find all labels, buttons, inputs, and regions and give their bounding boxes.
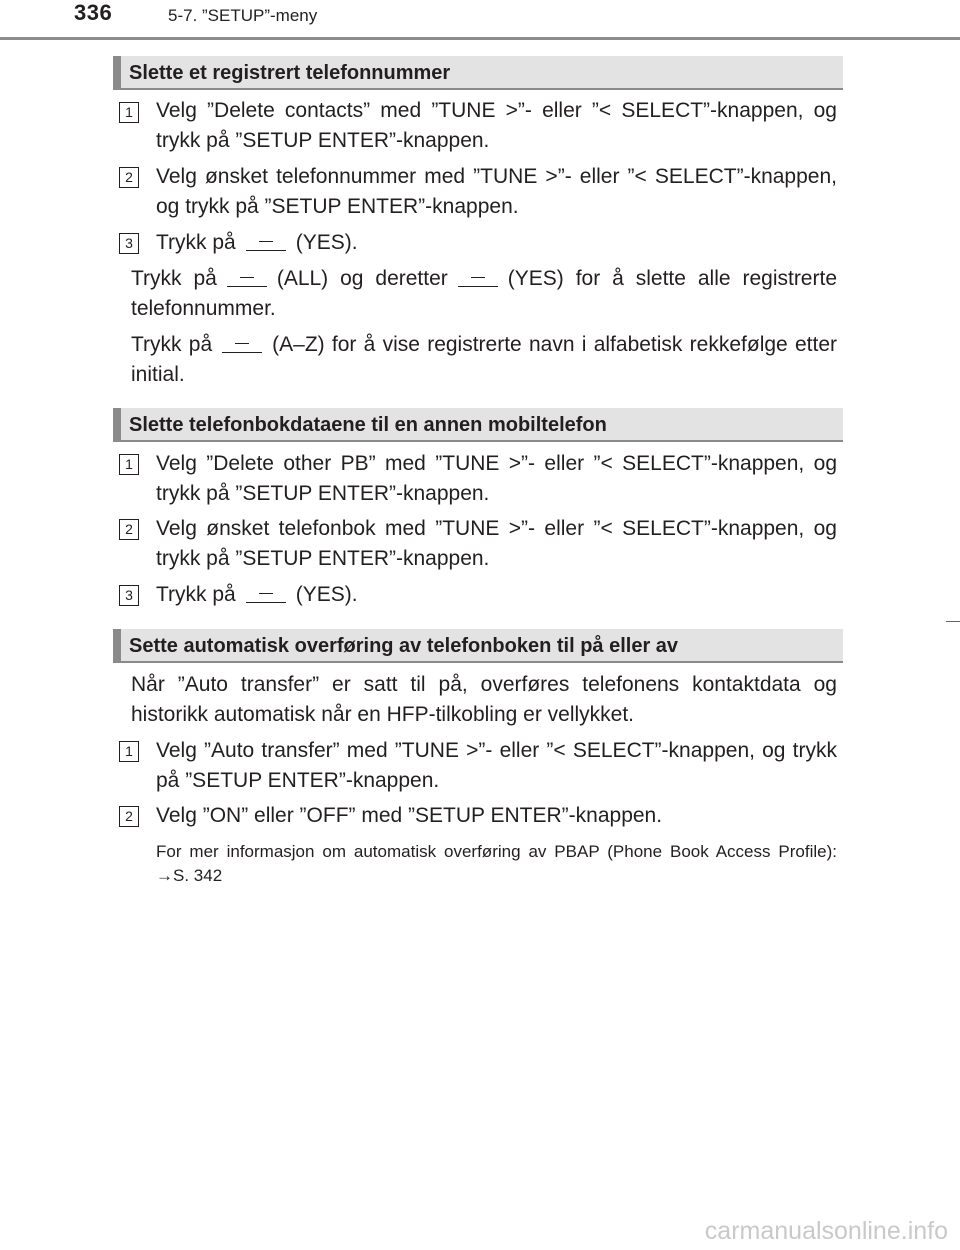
screen-button-icon [246, 233, 286, 251]
section-title: Sette automatisk overføring av telefonboken til på eller av [129, 635, 679, 657]
step-text-post: (YES). [295, 231, 358, 254]
step-text [156, 580, 837, 610]
step-text: Velg ”Delete contacts” med ”TUNE >”- eller ”< SELECT”-knappen, og trykk på ”SETUP ENTER”-knappen. [156, 99, 837, 152]
section-title: Slette et registrert telefonnummer [129, 62, 451, 84]
step-number-badge: 1 [119, 102, 139, 123]
note-text: For mer informasjon om automatisk overføring av PBAP (Phone Book Access Profile): →S. 342 [156, 842, 837, 885]
crop-mark [946, 621, 960, 622]
step-number-badge: 3 [119, 233, 139, 254]
screen-button-icon [458, 269, 498, 287]
heading-bar [113, 56, 121, 88]
step-text [156, 228, 837, 258]
step-text-pre: Trykk på [156, 583, 236, 606]
heading-bar [113, 629, 121, 661]
watermark: carmanualsonline.info [704, 1217, 948, 1245]
step-text: Velg ønsket telefonbok med ”TUNE >”- eller ”< SELECT”-knappen, og trykk på ”SETUP ENTER”-knappen. [156, 517, 837, 570]
paragraph-intro: Når ”Auto transfer” er satt til på, overføres telefonens kontaktdata og historikk automatisk når en HFP-tilkobling er vellykket. [131, 673, 837, 726]
section-title: Slette telefonbokdataene til en annen mobiltelefon [129, 414, 607, 436]
section-heading-delete-phonebook [113, 408, 843, 442]
para-pre: Trykk på [131, 333, 213, 356]
section-heading-delete-number [113, 56, 843, 90]
step-text-pre: Trykk på [156, 231, 236, 254]
step-text: Velg ”Delete other PB” med ”TUNE >”- eller ”< SELECT”-knappen, og trykk på ”SETUP ENTER”-knappen. [156, 452, 837, 505]
step-number-badge: 3 [119, 585, 139, 606]
screen-button-icon [246, 585, 286, 603]
step-text-post: (YES). [295, 583, 358, 606]
section-heading-auto-transfer [113, 629, 843, 663]
step-text: Velg ønsket telefonnummer med ”TUNE >”- eller ”< SELECT”-knappen, og trykk på ”SETUP ENTER”-knappen. [156, 165, 837, 218]
page-number: 336 [74, 0, 113, 25]
paragraph-delete-all [131, 264, 837, 324]
step-number-badge: 2 [119, 806, 139, 827]
step-number-badge: 1 [119, 741, 139, 762]
paragraph-alphabetic [131, 330, 837, 390]
para-mid: (ALL) og deretter [276, 267, 448, 290]
para-post: (A–Z) for å vise registrerte navn i alfabetisk rekkefølge etter initial. [131, 333, 837, 386]
header-rule [0, 37, 960, 40]
screen-button-icon [227, 269, 267, 287]
screen-button-icon [222, 335, 262, 353]
step-number-badge: 2 [119, 519, 139, 540]
step-text: Velg ”Auto transfer” med ”TUNE >”- eller ”< SELECT”-knappen, og trykk på ”SETUP ENTER”-knappen. [156, 739, 837, 792]
step-text: Velg ”ON” eller ”OFF” med ”SETUP ENTER”-knappen. [156, 804, 663, 827]
step-number-badge: 2 [119, 167, 139, 188]
heading-bar [113, 408, 121, 440]
para-pre: Trykk på [131, 267, 217, 290]
chapter-title: 5-7. ”SETUP”-meny [168, 6, 318, 25]
para-post: (YES) for å slette alle registrerte telefonnummer. [131, 267, 837, 320]
step-number-badge: 1 [119, 454, 139, 475]
